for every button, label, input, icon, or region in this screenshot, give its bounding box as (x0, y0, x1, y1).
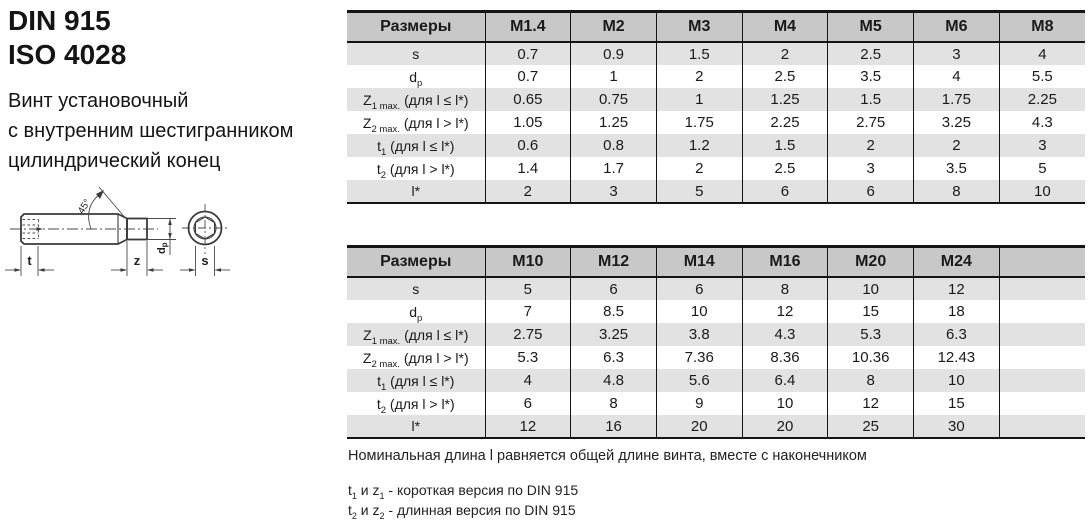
value-cell: 12 (485, 415, 571, 438)
value-cell: 5 (485, 277, 571, 300)
value-cell: 0.9 (571, 42, 657, 65)
value-cell: 2 (656, 157, 742, 180)
value-cell: 4 (485, 369, 571, 392)
value-cell: 15 (914, 392, 1000, 415)
table-row (347, 134, 1085, 157)
row-label: $d_p$ (409, 303, 423, 324)
value-cell: 5 (999, 157, 1085, 180)
value-cell (999, 392, 1085, 415)
value-cell: 1 (571, 65, 657, 88)
note-long-version: $t_2$ и $z_2$ - длинная версия по DIN 915 (348, 502, 576, 521)
value-cell: 5.3 (485, 346, 571, 369)
value-cell: 7.36 (656, 346, 742, 369)
column-header: M12 (571, 247, 657, 278)
description-line: цилиндрический конец (8, 150, 221, 172)
value-cell: 2 (485, 180, 571, 203)
value-cell: 8.5 (571, 300, 657, 323)
dimension-s (180, 246, 230, 276)
value-cell: 10 (656, 300, 742, 323)
row-label: l* (411, 183, 421, 199)
value-cell: 3 (914, 42, 1000, 65)
column-header: M6 (914, 12, 1000, 43)
column-header: M1.4 (485, 12, 571, 43)
value-cell: 12 (828, 392, 914, 415)
value-cell: 2.25 (999, 88, 1085, 111)
value-cell: 3.25 (914, 111, 1000, 134)
row-label: s (412, 281, 420, 297)
value-cell: 30 (914, 415, 1000, 438)
value-cell: 8.36 (742, 346, 828, 369)
value-cell: 2.5 (742, 157, 828, 180)
value-cell: 2 (828, 134, 914, 157)
description-line: Винт установочный (8, 90, 189, 112)
row-label: s (412, 46, 420, 62)
dim-label-z: z (133, 253, 141, 268)
row-label: $t_1$ (для l ≤ l*) (377, 137, 455, 158)
value-cell: 2.5 (742, 65, 828, 88)
value-cell: 1.5 (742, 134, 828, 157)
dimension-table (347, 245, 1085, 439)
table-row (347, 300, 1085, 323)
description-line: с внутренним шестигранником (8, 120, 294, 142)
value-cell (999, 369, 1085, 392)
value-cell: 12 (914, 277, 1000, 300)
column-header: M14 (656, 247, 742, 278)
table-row (347, 65, 1085, 88)
value-cell: 4.8 (571, 369, 657, 392)
value-cell: 4 (999, 42, 1085, 65)
table-row (347, 157, 1085, 180)
value-cell: 5.6 (656, 369, 742, 392)
value-cell: 0.75 (571, 88, 657, 111)
chamfer-angle-callout (76, 187, 127, 229)
value-cell: 6 (571, 277, 657, 300)
value-cell: 25 (828, 415, 914, 438)
value-cell: 6.3 (914, 323, 1000, 346)
note-short-version: $t_1$ и $z_1$ - короткая версия по DIN 915 (348, 482, 579, 501)
column-header (999, 247, 1085, 278)
standard-din: DIN 915 (8, 5, 111, 36)
table-row (347, 369, 1085, 392)
table-row (347, 111, 1085, 134)
value-cell: 1.05 (485, 111, 571, 134)
value-cell: 1.75 (656, 111, 742, 134)
value-cell: 15 (828, 300, 914, 323)
table-row (347, 323, 1085, 346)
value-cell: 6 (828, 180, 914, 203)
column-header: M2 (571, 12, 657, 43)
row-label: l* (411, 418, 421, 434)
dimension-dp (148, 219, 176, 256)
column-header: M5 (828, 12, 914, 43)
row-label: $Z_{1 max.}$ (для l ≤ l*) (363, 326, 469, 347)
value-cell: 10 (828, 277, 914, 300)
standard-titles (8, 4, 126, 71)
row-label: $Z_{2 max.}$ (для l > l*) (362, 349, 469, 370)
dimension-table-large-sizes (347, 245, 1085, 439)
dim-label-t: t (27, 253, 32, 268)
row-label: $d_p$ (409, 68, 423, 89)
dimension-t (5, 246, 54, 276)
value-cell: 0.8 (571, 134, 657, 157)
table-header-row (347, 12, 1085, 43)
value-cell: 2 (914, 134, 1000, 157)
row-label: $t_1$ (для l ≤ l*) (377, 372, 455, 393)
value-cell: 8 (828, 369, 914, 392)
value-cell (999, 300, 1085, 323)
dim-label-dp: dp (156, 242, 169, 254)
table-corner-header: Размеры (347, 12, 485, 43)
value-cell: 1.25 (571, 111, 657, 134)
row-label: $Z_{2 max.}$ (для l > l*) (362, 114, 469, 135)
value-cell: 8 (914, 180, 1000, 203)
value-cell: 3.8 (656, 323, 742, 346)
value-cell: 6 (485, 392, 571, 415)
angle-label: 45° (76, 197, 94, 217)
dimension-z (111, 241, 163, 276)
value-cell: 5 (656, 180, 742, 203)
value-cell: 8 (571, 392, 657, 415)
value-cell: 1.75 (914, 88, 1000, 111)
value-cell: 1.25 (742, 88, 828, 111)
table-row (347, 88, 1085, 111)
value-cell: 2.75 (828, 111, 914, 134)
value-cell: 5.5 (999, 65, 1085, 88)
column-header: M4 (742, 12, 828, 43)
value-cell: 3.5 (828, 65, 914, 88)
value-cell (999, 415, 1085, 438)
value-cell: 18 (914, 300, 1000, 323)
dimension-table-small-sizes (347, 10, 1085, 204)
row-label: $Z_{1 max.}$ (для l ≤ l*) (363, 91, 469, 112)
table-row (347, 392, 1085, 415)
dimension-table (347, 10, 1085, 204)
note-nominal-length: Номинальная длина l равняется общей длине винта, вместе с наконечником (348, 448, 867, 464)
value-cell: 0.65 (485, 88, 571, 111)
standard-iso: ISO 4028 (8, 38, 127, 70)
column-header: M3 (656, 12, 742, 43)
value-cell: 3.5 (914, 157, 1000, 180)
table-row (347, 180, 1085, 203)
value-cell: 0.7 (485, 42, 571, 65)
value-cell: 10 (742, 392, 828, 415)
footnotes (348, 448, 867, 520)
value-cell: 6.3 (571, 346, 657, 369)
value-cell: 20 (656, 415, 742, 438)
value-cell: 9 (656, 392, 742, 415)
value-cell: 2 (656, 65, 742, 88)
value-cell: 1.7 (571, 157, 657, 180)
value-cell: 0.7 (485, 65, 571, 88)
value-cell: 4.3 (742, 323, 828, 346)
value-cell: 10 (999, 180, 1085, 203)
value-cell: 2.5 (828, 42, 914, 65)
table-header-row (347, 247, 1085, 278)
table-row (347, 277, 1085, 300)
part-description (8, 86, 293, 176)
value-cell: 1.2 (656, 134, 742, 157)
column-header: M20 (828, 247, 914, 278)
value-cell: 2 (742, 42, 828, 65)
value-cell: 2.75 (485, 323, 571, 346)
column-header: M10 (485, 247, 571, 278)
row-label: $t_2$ (для l > l*) (376, 395, 455, 416)
column-header: M8 (999, 12, 1085, 43)
value-cell: 20 (742, 415, 828, 438)
screw-end-view (182, 204, 228, 254)
column-header: M16 (742, 247, 828, 278)
value-cell: 10.36 (828, 346, 914, 369)
value-cell: 12 (742, 300, 828, 323)
value-cell: 2.25 (742, 111, 828, 134)
value-cell: 16 (571, 415, 657, 438)
technical-drawing (0, 183, 250, 295)
column-header: M24 (914, 247, 1000, 278)
dim-label-s: s (201, 253, 209, 268)
value-cell: 1.4 (485, 157, 571, 180)
table-row (347, 42, 1085, 65)
value-cell: 8 (742, 277, 828, 300)
value-cell (999, 323, 1085, 346)
value-cell: 1.5 (828, 88, 914, 111)
value-cell: 5.3 (828, 323, 914, 346)
row-label: $t_2$ (для l > l*) (376, 160, 455, 181)
value-cell: 6.4 (742, 369, 828, 392)
table-corner-header: Размеры (347, 247, 485, 278)
value-cell: 3 (828, 157, 914, 180)
value-cell: 3.25 (571, 323, 657, 346)
value-cell: 4.3 (999, 111, 1085, 134)
value-cell (999, 277, 1085, 300)
value-cell: 4 (914, 65, 1000, 88)
value-cell: 6 (656, 277, 742, 300)
value-cell: 1 (656, 88, 742, 111)
value-cell: 12.43 (914, 346, 1000, 369)
value-cell: 3 (999, 134, 1085, 157)
socket-depth-arrow (37, 227, 44, 231)
table-row (347, 415, 1085, 438)
value-cell: 7 (485, 300, 571, 323)
value-cell: 10 (914, 369, 1000, 392)
value-cell: 3 (571, 180, 657, 203)
value-cell: 6 (742, 180, 828, 203)
value-cell (999, 346, 1085, 369)
value-cell: 0.6 (485, 134, 571, 157)
table-row (347, 346, 1085, 369)
value-cell: 1.5 (656, 42, 742, 65)
